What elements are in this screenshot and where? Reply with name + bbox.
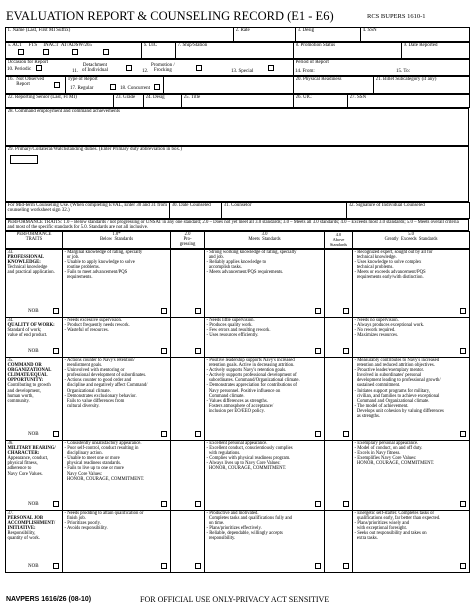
greatly-exceeds-checkbox[interactable] (460, 563, 466, 569)
inact-checkbox[interactable] (72, 49, 78, 55)
above-standards-checkbox[interactable] (343, 563, 349, 569)
progressing-cell (171, 511, 205, 573)
trait-description: Appearance, conduct, physical fitness, adherence to Navy Core Values. (7, 456, 49, 477)
row-7 (5, 146, 469, 202)
duty-status-field: 5. ACT FTS INACT AT/ADSW/265 (6, 43, 142, 59)
trait-label-cell: 33. PROFESSIONAL KNOWLEDGE: Technical knowledge and practical application. NOB (6, 250, 63, 318)
blank-field-19 (164, 77, 294, 94)
fts-checkbox[interactable] (43, 49, 49, 55)
progressing-checkbox[interactable] (195, 431, 201, 437)
trait-name: COMMAND OR ORGANIZATIONAL CLIMATE/EQUAL OPPORTUNITY: (7, 363, 52, 384)
ssn-field[interactable]: 4. SSN (361, 28, 470, 42)
below-standards-checkbox[interactable] (161, 308, 167, 314)
desig-field[interactable]: 3. Desig (296, 28, 361, 42)
reporting-senior-field[interactable]: 22. Reporting Senior (Last, FI MI) (6, 95, 114, 108)
meets-standards-cell: - Excellent personal appearance. - Excellent conduct, conscientiously complies with regulations. - Complies with physical readiness program. - Always lives up to Navy Core Values: HONOR, COURAGE, COMMITMENT. (205, 441, 325, 511)
meets-standards-cell: - Strong working knowledge of rating, specialty and job. - Reliably applies knowledge to accomplish tasks. - Meets advancement/PQS requirements. (205, 250, 325, 318)
nob-label: NOB (28, 501, 39, 507)
nob-checkbox[interactable] (53, 563, 59, 569)
signature-field[interactable]: 32. Signature of Individual Counseled (347, 203, 470, 219)
greatly-exceeds-cell: - Needs no supervision. - Always produces exceptional work. - No rework required. - Maximizes resources. (353, 318, 470, 358)
nob-label: NOB (28, 431, 39, 437)
meets-standards-checkbox[interactable] (315, 348, 321, 354)
trait-name: PROFESSIONAL KNOWLEDGE: (7, 255, 44, 266)
type-of-report-field: Type of Report 17. Regular 18. Concurrent (66, 77, 164, 94)
above-standards-cell (325, 441, 353, 511)
date-counseled-field[interactable]: 30. Date Counseled (170, 203, 222, 219)
trait-description: Contributing to growth and development, human worth, community. (7, 383, 51, 404)
below-standards-cell: - Needs prodding to attain qualification or finish job. - Prioritizes poorly. - Avoids responsibility. (63, 511, 171, 573)
occasion-for-report: Occasion for Report 10. Periodic Detachment of Individual 11. Promotion / Frocking 12. 13. Special (6, 60, 294, 76)
trait-label-cell: 36. MILITARY BEARING/ CHARACTER: Appearance, conduct, physical fitness, adherence to Navy Core Values. NOB (6, 441, 63, 511)
form-footer (5, 595, 469, 607)
performance-traits-legend: PERFORMANCE TRAITS: 1.0 – Below standards / not progressing or UNSAT in any one standard; 2.0 – Does not yet meet all 3.0 standards; 3.0 – Meets all 3.0 standards; 4.0 – Exceeds most 3.0 standards; 5.0 – Meets overall criteria and most of the specific standards for 5.0. Standards are not all inclusive. (6, 220, 469, 231)
row-1 (5, 27, 470, 42)
progressing-cell (171, 318, 205, 358)
trait-row (6, 441, 470, 511)
report-symbol: RCS BUPERS 1610-1 (367, 13, 426, 20)
date-reported-field[interactable]: 9. Date Reported (402, 43, 470, 59)
greatly-exceeds-cell: - Recognized expert, sought out by all for technical knowledge. - Uses knowledge to solve complex technical problems. - Meets or exceeds advancement/PQS requirements early/with distinction. (353, 250, 470, 318)
trait-description: Responsibility, quantity of work. (7, 531, 40, 542)
performance-header-row (6, 232, 470, 249)
ship-station-field[interactable]: 7. Ship/Station (176, 43, 294, 59)
meets-standards-cell: - Positive leadership supports Navy's increased retention goals. Active in decreasing attrition. - Actively supports Navy's retention goals. - Actively supports professional development of subordinates. Command/Organizational climate. - Demonstrates appreciation for contributions of Navy personnel. Positive influence on Command climate. - Values differences as strengths. Fosters atmosphere of acceptance/ inclusion per EO/EEO policy. (205, 358, 325, 441)
form-id: NAVPERS 1616/26 (08-10) (6, 596, 92, 603)
trait-name: QUALITY OF WORK: (7, 323, 55, 329)
row-5 (5, 94, 470, 108)
progressing-checkbox[interactable] (195, 563, 201, 569)
meets-standards-cell: - Needs little supervision. - Produces quality work. - Few errors and resulting rework. - Uses resources efficiently. (205, 318, 325, 358)
header-col-3: 3.0 Meets Standards (205, 232, 325, 249)
performance-traits-table (5, 231, 470, 249)
above-standards-checkbox[interactable] (343, 308, 349, 314)
below-standards-cell: - Marginal knowledge of rating, specialty or job. - Unable to apply knowledge to solve routine problems. - Fails to meet advancement/PQS requirements. (63, 250, 171, 318)
promotion-status-field[interactable]: 8. Promotion Status (294, 43, 402, 59)
performance-note-row (5, 219, 469, 231)
above-standards-checkbox[interactable] (343, 501, 349, 507)
progressing-checkbox[interactable] (195, 348, 201, 354)
trait-description: Technical knowledge and practical application. (7, 265, 55, 276)
above-standards-checkbox[interactable] (343, 348, 349, 354)
nob-checkbox[interactable] (53, 431, 59, 437)
header-col-2: 2.0 Pro- gressing (171, 232, 205, 249)
progressing-cell (171, 250, 205, 318)
uic-field[interactable]: 6. UIC (142, 43, 176, 59)
concurrent-checkbox[interactable] (154, 84, 160, 90)
special-checkbox[interactable] (268, 65, 274, 71)
command-employment-field[interactable]: 28. Command employment and command achievements (6, 109, 469, 146)
traits-table (5, 249, 470, 573)
senior-uic-field[interactable]: 26. UIC (294, 95, 348, 108)
below-standards-cell: - Needs excessive supervision. - Product frequently needs rework. - Wasteful of resources. (63, 318, 171, 358)
header-col-1: 1.0* Below Standards (63, 232, 171, 249)
grade-field[interactable]: 23. Grade (114, 95, 144, 108)
above-standards-cell (325, 250, 353, 318)
header-col-4: 4.0 Above Standards (325, 232, 353, 249)
greatly-exceeds-checkbox[interactable] (460, 501, 466, 507)
primary-duty-abbreviation-box[interactable] (10, 155, 38, 164)
above-standards-cell (325, 318, 353, 358)
greatly-exceeds-checkbox[interactable] (460, 308, 466, 314)
primary-duties-field[interactable]: 29. Primary/Collateral/Watchstanding duties. (Enter Primary duty abbreviation in box.) (6, 147, 469, 202)
row-4 (5, 76, 470, 94)
nob-checkbox[interactable] (53, 348, 59, 354)
midterm-counseling-note: For Mid-term Counseling Use. (When completing EVAL, Enter 30 and 31 from counseling worksheet sign 32.) (6, 203, 170, 219)
below-standards-cell: - Actions counter to Navy's retention/ reenlistment goals. - Uninvolved with mentoring or professional development of subordinates. - Actions counter to good order and discipline and negatively affect Command/ Organizational climate. - Demonstrates exclusionary behavior. Fails to value differences from cultural diversity. (63, 358, 171, 441)
counselor-field[interactable]: 31. Counselor (222, 203, 347, 219)
trait-row (6, 511, 470, 573)
billet-subcategory-field[interactable]: 21. Billet Subcategory (if any) (374, 77, 470, 94)
trait-name: PERSONAL JOB ACCOMPLISHMENT/ INITIATIVE: (7, 516, 56, 532)
trait-label-cell: 35. COMMAND OR ORGANIZATIONAL CLIMATE/EQUAL OPPORTUNITY: Contributing to growth and development, human worth, community. NOB (6, 358, 63, 441)
row-8 (5, 202, 470, 219)
row-3 (5, 59, 470, 76)
below-standards-checkbox[interactable] (161, 348, 167, 354)
rate-field[interactable]: 2. Rate (234, 28, 296, 42)
below-standards-checkbox[interactable] (161, 501, 167, 507)
below-standards-cell: - Consistently unsatisfactory appearance. - Poor self-control, conduct resulting in disciplinary action. - Unable to meet one or more physical readiness standards. - Fails to live up to one or more Navy Core Values: HONOR, COURAGE, COMMITMENT. (63, 441, 171, 511)
physical-readiness-field[interactable]: 20. Physical Readiness (294, 77, 374, 94)
progressing-cell (171, 358, 205, 441)
header-traits: PERFORMANCE TRAITS (6, 232, 63, 249)
nob-label: NOB (28, 308, 39, 314)
below-standards-checkbox[interactable] (161, 563, 167, 569)
trait-row (6, 358, 470, 441)
name-field[interactable]: 1. Name (Last, First MI Suffix) (6, 28, 234, 42)
meets-standards-checkbox[interactable] (315, 563, 321, 569)
evaluation-form-page (5, 8, 469, 608)
act-checkbox[interactable] (18, 49, 24, 55)
detachment-individual-checkbox[interactable] (126, 65, 132, 71)
row-6 (5, 108, 469, 146)
trait-description: Standard of work; value of end product. (7, 328, 48, 339)
progressing-checkbox[interactable] (195, 308, 201, 314)
trait-label-cell: 37. PERSONAL JOB ACCOMPLISHMENT/ INITIATIVE: Responsibility, quantity of work. NOB (6, 511, 63, 573)
form-header (5, 8, 469, 26)
progressing-checkbox[interactable] (195, 501, 201, 507)
period-of-report: Period of Report 14. From: 15. To: (294, 60, 470, 76)
above-standards-checkbox[interactable] (343, 431, 349, 437)
nob-label: NOB (28, 348, 39, 354)
nob-checkbox[interactable] (53, 308, 59, 314)
trait-label-cell: 34. QUALITY OF WORK: Standard of work; value of end product. NOB (6, 318, 63, 358)
periodic-checkbox[interactable] (36, 65, 42, 71)
greatly-exceeds-cell: - Energetic self-starter. Completes tasks or qualifications early, far better than expected. - Plans/prioritizes wisely and with exceptional foresight. - Seeks out responsibility and takes on extra tasks. (353, 511, 470, 573)
greatly-exceeds-cell: - Exemplary personal appearance. - Model of conduct, on and off duty. - Excels in Navy fitness. - Exemplifies Navy Core Values: HONOR, COURAGE, COMMITMENT. (353, 441, 470, 511)
greatly-exceeds-checkbox[interactable] (460, 348, 466, 354)
nob-checkbox[interactable] (53, 501, 59, 507)
period-to[interactable]: 15. To: (396, 69, 411, 74)
regular-checkbox[interactable] (110, 84, 116, 90)
traits-container (5, 249, 470, 573)
form-body (5, 27, 470, 573)
form-title: EVALUATION REPORT & COUNSELING RECORD (E1 - E6) (6, 9, 334, 23)
greatly-exceeds-checkbox[interactable] (460, 431, 466, 437)
above-standards-cell (325, 358, 353, 441)
trait-row (6, 318, 470, 358)
trait-name: MILITARY BEARING/ CHARACTER: (7, 446, 56, 457)
not-observed-field: 16. Not Observed Report (6, 77, 66, 94)
senior-desig-field[interactable]: 24. Desig (144, 95, 182, 108)
meets-standards-checkbox[interactable] (315, 501, 321, 507)
period-from[interactable]: 14. From: (295, 69, 315, 74)
header-col-5: 5.0 Greatly Exceeds Standards (353, 232, 470, 249)
meets-standards-checkbox[interactable] (315, 308, 321, 314)
promotion-frocking-checkbox[interactable] (196, 65, 202, 71)
not-observed-checkbox[interactable] (54, 82, 60, 88)
row-2 (5, 42, 470, 59)
meets-standards-checkbox[interactable] (315, 431, 321, 437)
meets-standards-cell: - Productive and motivated. Completes tasks and qualifications fully and on time. - Plans/prioritizes effectively. - Reliable, dependable, willingly accepts responsibility. (205, 511, 325, 573)
greatly-exceeds-cell: - Measurably contributes to Navy's increased retention and reduced attrition objectives. - Proactive leader/exemplary mentor. Involved in subordinates' personal development leading to professional growth/ sustained commitment. - Initiates support programs for military, civilian, and families to achieve exceptional Command and Organizational climate. - The model of achievement. Develops unit cohesion by valuing differences as strengths. (353, 358, 470, 441)
progressing-cell (171, 441, 205, 511)
atadsw-checkbox[interactable] (103, 49, 109, 55)
privacy-notice: FOR OFFICIAL USE ONLY-PRIVACY ACT SENSITIVE (140, 595, 330, 604)
above-standards-cell (325, 511, 353, 573)
senior-ssn-field[interactable]: 27. SSN (348, 95, 470, 108)
nob-label: NOB (28, 563, 39, 569)
trait-row (6, 250, 470, 318)
title-field[interactable]: 25. Title (182, 95, 294, 108)
below-standards-checkbox[interactable] (161, 431, 167, 437)
